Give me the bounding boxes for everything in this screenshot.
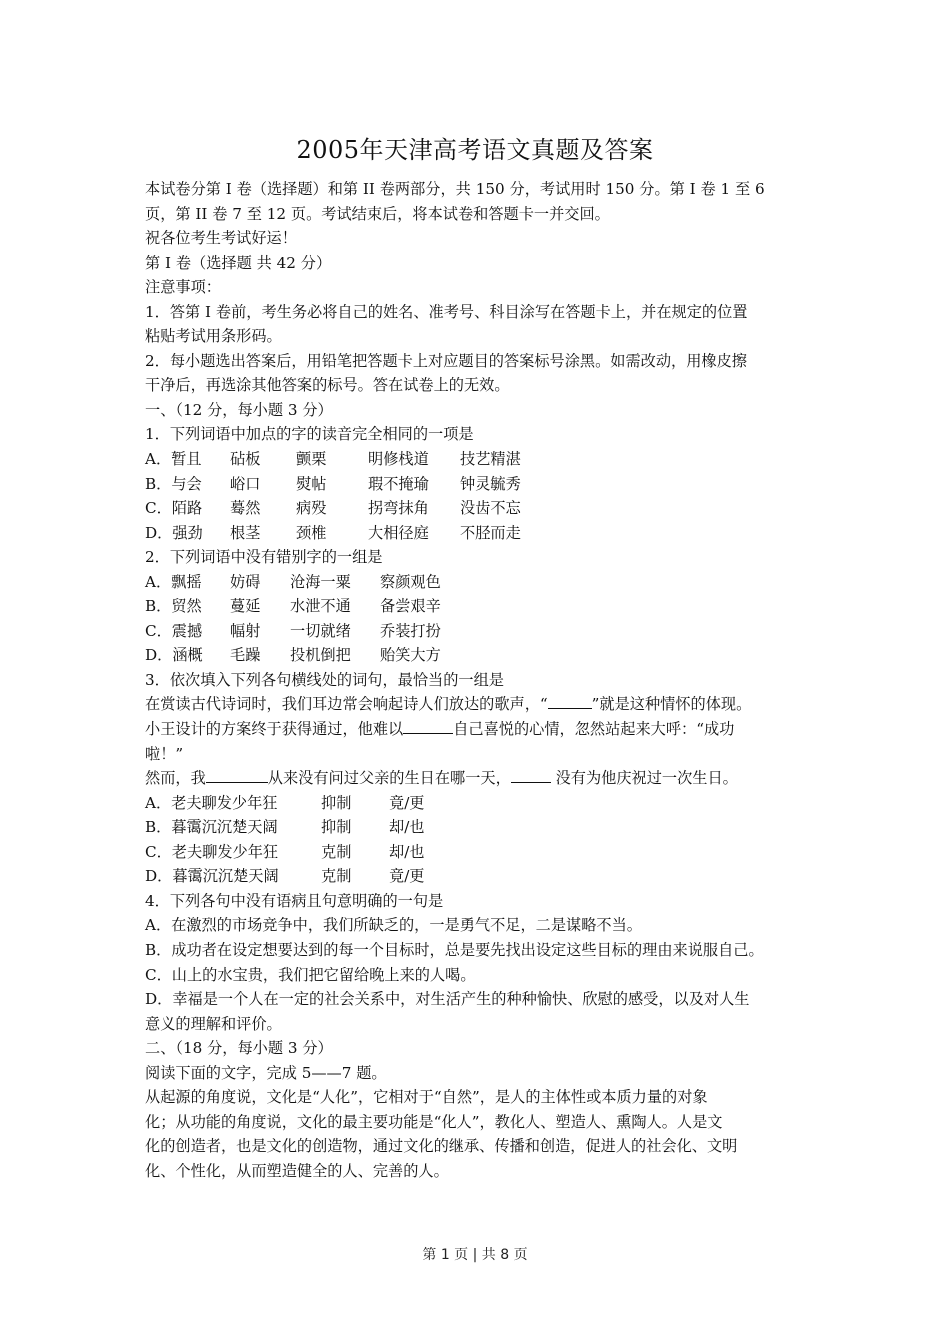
question-1-option-b: B．与会 峪口 熨帖 瑕不掩瑜 钟灵毓秀	[145, 474, 521, 493]
question-3-sentence-2-cont: 啦！”	[145, 744, 184, 763]
question-1-option-c: C．陌路 蓦然 病殁 拐弯抹角 没齿不忘	[145, 499, 521, 518]
question-4-option-a: A．在激烈的市场竞争中，我们所缺乏的，一是勇气不足，二是谋略不当。	[145, 916, 642, 935]
section-heading: 第 I 卷（选择题 共 42 分）	[145, 253, 332, 272]
reading-passage-line: 化的创造者，也是文化的创造物，通过文化的继承、传播和创造，促进人的社会化、文明	[145, 1137, 738, 1156]
reading-instruction: 阅读下面的文字，完成 5——7 题。	[145, 1063, 387, 1082]
document-title: 2005年天津高考语文真题及答案	[296, 136, 654, 164]
question-2-stem: 2．下列词语中没有错别字的一组是	[145, 548, 383, 567]
question-4-option-d: D．幸福是一个人在一定的社会关系中，对生活产生的种种愉快、欣慰的感受，以及对人生	[145, 990, 750, 1009]
question-1-option-d: D．强劲 根茎 颈椎 大相径庭 不胫而走	[145, 523, 521, 542]
notice-item: 干净后，再选涂其他答案的标号。答在试卷上的无效。	[145, 376, 510, 395]
question-3-sentence-3: 然而，我 从来没有问过父亲的生日在哪一天， 没有为他庆祝过一次生日。	[145, 766, 835, 791]
question-2-option-d: D．涵概 毛躁 投机倒把 贻笑大方	[145, 646, 441, 665]
question-3-option-c: C．老夫聊发少年狂 克制 却/也	[145, 842, 425, 861]
question-3-option-d: D．暮霭沉沉楚天阔 克制 竟/更	[145, 867, 425, 886]
document-body	[145, 177, 835, 1183]
reading-passage-line: 从起源的角度说，文化是“人化”，它相对于“自然”，是人的主体性或本质力量的对象	[145, 1088, 708, 1107]
notice-item: 1．答第 I 卷前，考生务必将自己的姓名、准考号、科目涂写在答题卡上，并在规定的位置	[145, 302, 748, 321]
question-4-option-d-cont: 意义的理解和评价。	[145, 1014, 282, 1033]
notice-item: 粘贴考试用条形码。	[145, 327, 282, 346]
question-4-stem: 4．下列各句中没有语病且句意明确的一句是	[145, 891, 444, 910]
part-heading: 一、（12 分，每小题 3 分）	[145, 400, 333, 419]
question-2-option-c: C．震撼 幅射 一切就绪 乔装打扮	[145, 621, 441, 640]
question-3-sentence-1: 在赏读古代诗词时，我们耳边常会响起诗人们放达的歌声，“ ”就是这种情怀的体现。	[145, 692, 835, 717]
fill-blank	[511, 766, 551, 783]
question-2-option-a: A．飘摇 妨碍 沧海一粟 察颜观色	[145, 572, 441, 591]
reading-passage-line: 化；从功能的角度说，文化的最主要功能是“化人”，教化人、塑造人、熏陶人。人是文	[145, 1112, 723, 1131]
question-2-option-b: B．贸然 蔓延 水泄不通 备尝艰辛	[145, 597, 441, 616]
intro-line: 祝各位考生考试好运！	[145, 229, 297, 248]
reading-passage-line: 化、个性化，从而塑造健全的人、完善的人。	[145, 1161, 449, 1180]
part-heading: 二、（18 分，每小题 3 分）	[145, 1039, 333, 1058]
fill-blank	[206, 766, 268, 783]
question-4-option-c: C．山上的水宝贵，我们把它留给晚上来的人喝。	[145, 965, 476, 984]
question-3-option-a: A．老夫聊发少年狂 抑制 竟/更	[145, 793, 425, 812]
notice-heading: 注意事项：	[145, 278, 221, 297]
fill-blank	[403, 717, 453, 734]
fill-blank	[548, 692, 592, 709]
question-4-option-b: B．成功者在设定想要达到的每一个目标时，总是要先找出设定这些目标的理由来说服自己。	[145, 940, 764, 959]
question-3-stem: 3．依次填入下列各句横线处的词句，最恰当的一组是	[145, 670, 504, 689]
intro-line: 页，第 II 卷 7 至 12 页。考试结束后，将本试卷和答题卡一并交回。	[145, 204, 610, 223]
question-3-sentence-2: 小王设计的方案终于获得通过，他难以 自己喜悦的心情，忽然站起来大呼：“成功	[145, 717, 835, 742]
notice-item: 2．每小题选出答案后，用铅笔把答题卡上对应题目的答案标号涂黑。如需改动，用橡皮擦	[145, 351, 747, 370]
question-1-stem: 1．下列词语中加点的字的读音完全相同的一项是	[145, 425, 474, 444]
question-3-option-b: B．暮霭沉沉楚天阔 抑制 却/也	[145, 818, 425, 837]
page-footer: 第 1 页 | 共 8 页	[422, 1247, 528, 1263]
intro-line: 本试卷分第 I 卷（选择题）和第 II 卷两部分，共 150 分，考试用时 150 分。第 I 卷 1 至 6	[145, 180, 765, 198]
question-1-option-a: A．暂且 砧板 颤栗 明修栈道 技艺精湛	[145, 450, 521, 469]
